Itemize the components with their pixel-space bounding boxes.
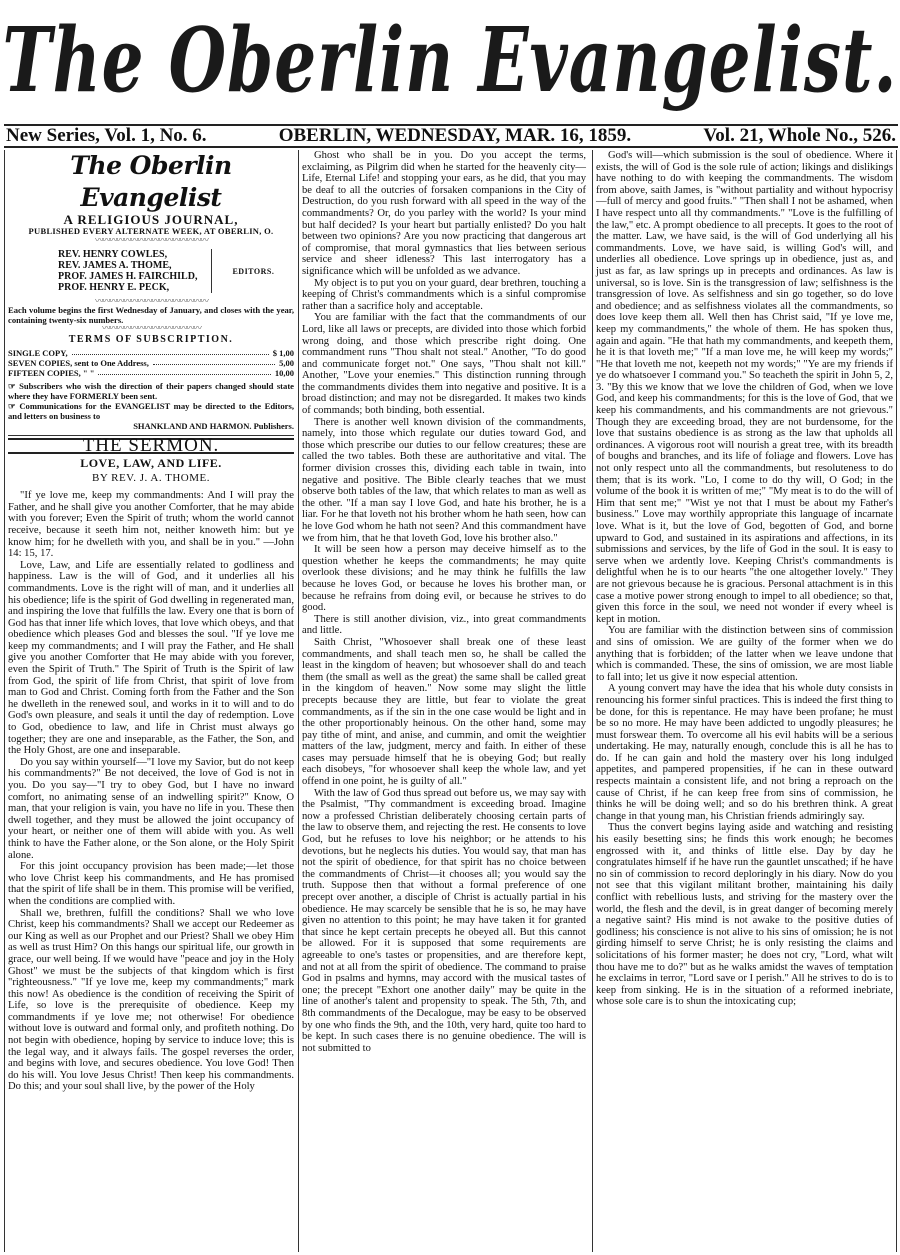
paragraph: Shall we, brethren, fulfill the conditions? Shall we who love Christ, keep his commandments? Shall we accept our Redeemer as our King as well as our Prophet and our Priest? Shall we obey Him as well as trust Him? On this hangs our spiritual life, our growth in grace, our well being. If we would have "peace and joy in the Holy Ghost" we must be the subjects of that kingdom which is first "righteousness." "If ye love me, keep my commandments;" mark this now! As obedience is the condition of receiving the Spirit of Life, so love is the prerequisite of obedience. Keep my commandments if ye love me; not otherwise! For obedience without love is outward and formal only, and profiteth nothing. Do not begin with obedience, hoping by service to induce love; this is the legal way, and it always fails. The gospel reverses the order, and begins with love, and secures obedience. You love God! Then do his will. You love Jesus Christ! Then keep his commandments. Do this; and your soul shall live, by the power of the Holy bbox=[8, 907, 294, 1093]
paragraph: Ghost who shall be in you. Do you accept the terms, exclaiming, as Pilgrim did when he started for the heavenly city—Life, Eternal Life! and stopping your ears, as he did, that you may be deaf to all the outcries of forsaken companions in the City of Destruction, do you rush forward with all speed in the way of the commandments? Or, do you parley with the world? Is your mind but half decided? Is your heart but partially enlisted? Do you halt between two opinions? Are you now practicing that dangerous art of compromise, that moral gymnastics that lies between serious service and sheer idleness? This last interrogatory has a significance which will be unfolded as we advance. bbox=[302, 150, 586, 277]
paragraph: Thus the convert begins laying aside and watching and resisting his easily besetting sins; he finds this work enough; he becomes engrossed with it, and thinks of little else. Day by day he congratulates himself if he have run the gauntlet unscathed; if he have no sin of commission to record deploringly in his diary. Now do you not see that this vigilant militant brother, maintaining his daily conflict with rebellious lusts, and striving for the mastery over the world, the flesh and the devil, is in great danger of becoming merely a negative saint? His mind is not awake to the positive duties of godliness; his conscience is not alive to his sins of omission; he is not girding himself to serve Christ; he is only resisting the claims and solicitations of his former master; he does not cry, "Lord, what wilt thou have me to do?" but as he walks amidst the waves of temptation he exclaims in terror, "Lord save or I perish." All he strives to do is to keep from sinking. He is in the situation of a reformed inebriate, whose sole care is to shun the intoxicating cup; bbox=[596, 822, 893, 1008]
subscriber-note: ☞ Subscribers who wish the direction of their papers changed should state where they have FORMERLY been sent. bbox=[8, 380, 294, 401]
paragraph: My object is to put you on your guard, dear brethren, touching a keeping of Christ's commandments which is a sinful compromise rather than a sacrifice holy and acceptable. bbox=[302, 277, 586, 312]
paragraph: A young convert may have the idea that his whole duty consists in renouncing his former sinful practices. This is indeed the first thing to be done, for this is repentance. He may have been profane; he must be so no more. He may have been addicted to ungodly pleasures; he must forswear them. To overcome all his evil habits will be a serious undertaking. He may, naturally enough, conclude this is all he has to do. If he can gain and hold the mastery over his long indulged appetites, and pampered propensities, if he can in these outward respects maintain a consistent life, and not bring a reproach on the cause of Christ, if he can keep free from sins of commission, he thinks he will be doing well; and so do his brethren think. A great change in that young man, his Christian friends admiringly say. bbox=[596, 683, 893, 822]
masthead bbox=[0, 0, 900, 120]
terms-title: TERMS OF SUBSCRIPTION. bbox=[68, 334, 234, 346]
column-2 bbox=[298, 150, 589, 1252]
article-title: LOVE, LAW, AND LIFE. bbox=[80, 455, 222, 470]
article-body bbox=[302, 150, 586, 1054]
paragraph: There is still another division, viz., into great commandments and little. bbox=[302, 613, 586, 637]
editors-block bbox=[58, 249, 294, 293]
box-title: The Oberlin Evangelist bbox=[70, 151, 232, 212]
paragraph: You are familiar with the distinction between sins of commission and sins of omission. We are guilty of the former when we do anything that is forbidden; of the latter when we leave undone that which is commanded. These, the sins of omission, we are most liable to fall into; let us give it now especial attention. bbox=[596, 625, 893, 683]
communications-note: ☞ Communications for the EVANGELIST may be directed to the Editors, and letters on business to bbox=[8, 400, 294, 421]
editor-name: REV. JAMES A. THOME, bbox=[58, 260, 172, 272]
terms-label: SEVEN COPIES, sent to One Address, bbox=[8, 357, 149, 368]
article-byline: BY REV. J. A. THOME. bbox=[92, 471, 210, 484]
paragraph: Saith Christ, "Whosoever shall break one of these least commandments, and shall teach men so, he shall be called the least in the kingdom of heaven; but whosoever shall do and teach them (the small as well as the great) the same shall be called great in the kingdom of heaven." Now some may slight the little precepts because they are little, but fear to violate the great commandments, as if the sin in the one case would be light and in the other proportionably heinous. On the other hand, some may pay tithe of mint, and anise, and cummin, and omit the weightier matters of the law, judgment, mercy and faith. In either of these cases may persuade himself that he is obeying God; but really each disobeys, "for whosoever shall keep the whole law, and yet offend in one point, he is guilty of all." bbox=[302, 636, 586, 788]
volume-number: Vol. 21, Whole No., 526. bbox=[703, 125, 896, 146]
terms-label: FIFTEEN COPIES, " " bbox=[8, 367, 95, 378]
terms-price: 10,00 bbox=[274, 367, 294, 378]
editor-name: PROF. JAMES H. FAIRCHILD, bbox=[58, 271, 198, 283]
editor-name: PROF. HENRY E. PECK, bbox=[58, 282, 170, 294]
paragraph: There is another well known division of the commandments, namely, into those which regulate our duties toward God, and those which prescribe our duties to our fellow creatures; these are called the two tables. Both these are authoritative and vital. The former division crosses this, dividing each table in twain, into negative and positive. The Bible clearly teaches that we must observe both tables of the law, that which relates to man as well as the other. "If a man say I love God, and hate his brother, he is a liar. For he that loveth not his brother whom he hath seen, how can he love God whom he hath not seen? And this commandment have we from him, that he that loveth God, love his brother also." bbox=[302, 416, 586, 544]
paragraph: Love, Law, and Life are essentially related to godliness and happiness. Law is the will of God, and it underlies all his commandments. Love is the right will of man, and it underlies all his obedience; life is the spirit of God dwelling in regenerated man, and inspiring the love that fulfills the law. Every one that is born of God has that inner life which loves, that love which obeys, and that obedience which pleases God and blesses the soul. "If ye love me keep my commandments; and I will pray the Father, and He shall give you another Comforter that He may abide with you forever, even the Spirit of Truth." The Spirit of Truth is the Spirit of law from God, the spirit of life from Christ, that spirit of love from man to God and Christ. Coming forth from the Father and the Son he dwelleth in the renewed soul, and works in it to will and to do God's own pleasure, and seals it until the day of redemption. Love to God, obedience to law, and life in Christ must always go together; they are one and inseparable, as the Father, the Son, and the Holy Ghost, are one and inseparable. bbox=[8, 559, 294, 757]
publication-box bbox=[8, 150, 294, 436]
terms-price: 5,00 bbox=[279, 357, 294, 368]
column-3 bbox=[592, 150, 897, 1252]
article-body bbox=[8, 490, 294, 1093]
paragraph: It will be seen how a person may deceive himself as to the question whether he keeps the commandments; he may quite overlook these divisions; and he may think he fulfills the law because he loves God, or because he loves his brother man, or because he refrains from doing evil, or because he strives to do good. bbox=[302, 544, 586, 614]
terms-row bbox=[8, 348, 294, 358]
place-date: OBERLIN, WEDNESDAY, MAR. 16, 1859. bbox=[278, 125, 632, 146]
terms-label: SINGLE COPY, bbox=[8, 347, 68, 358]
paragraph: "If ye love me, keep my commandments: And I will pray the Father, and he shall give you another Comforter, that he may abide with you forever; Even the Spirit of truth; whom the world cannot receive, because it seeth him not, neither knoweth him: but ye know him; for he dwelleth with you, and shall be in you." —John 14: 15, 17. bbox=[8, 490, 294, 560]
editor-name: REV. HENRY COWLES, bbox=[58, 249, 168, 261]
paragraph: Do you say within yourself—"I love my Savior, but do not keep his commandments?" Be not deceived, the love of God is not in you. Do you say—"I try to obey God, but I have no inward comfort, no animating sense of an indwelling spirit?" Know, O man, that your religion is vain, you have no life in you. These then dwell together, and they must be allowed the joint occupancy of your heart, or neither one of them will abide with you. As well think to have the Father alone, or the Son alone, or the Holy Spirit alone. bbox=[8, 756, 294, 861]
masthead-title: The Oberlin Evangelist. bbox=[2, 7, 898, 113]
editors-label: EDITORS. bbox=[232, 266, 275, 276]
paragraph: For this joint occupancy provision has been made;—let those who love Christ keep his commandments, and He has promised that the spirit of life shall be in them. This promise will be verified, when the conditions are complied with. bbox=[8, 861, 294, 907]
issue-info-line bbox=[4, 124, 898, 148]
terms-row bbox=[8, 368, 294, 378]
box-subtitle: A RELIGIOUS JOURNAL, bbox=[63, 212, 239, 227]
wavy-rule: 〰〰〰〰〰〰〰〰〰〰〰〰〰〰〰〰 bbox=[94, 296, 207, 307]
publishers: SHANKLAND AND HARMON. Publishers. bbox=[133, 420, 294, 431]
column-1 bbox=[4, 150, 294, 1252]
volume-note: Each volume begins the first Wednesday of January, and closes with the year, containing twenty-six numbers. bbox=[8, 305, 294, 326]
paragraph: You are familiar with the fact that the commandments of our Lord, like all laws or precepts, are divided into those which forbid wrong doing, and those which prescribe right doing. One commandment runs "Thou shalt not steal." Another, "To do good and communicate forget not." One says, "Thou shalt not kill." Another, "Love your enemies." This distinction running through the commandments divides them into negative and positive. It is a broad distinction; and may not be disregarded. It makes two kinds of commands; both binding, both essential. bbox=[302, 312, 586, 417]
wavy-rule: 〰〰〰〰〰〰〰〰〰〰〰〰〰〰〰〰 bbox=[94, 235, 207, 246]
wavy-rule: 〰〰〰〰〰〰〰〰〰〰〰〰〰〰 bbox=[101, 323, 200, 334]
paragraph: With the law of God thus spread out before us, we may say with the Psalmist, "Thy commandment is exceeding broad. Imagine now a professed Christian deliberately choosing certain parts of the law to observe them, and rejecting the rest. He consents to love God, but he refuses to love his neighbor; or he attends to his devotions, but he neglects his duties. You would say, that man has not the spirit of obedience, for that spirit has no choice between the commandments of Christ—it chooses all; you would say the truth. Suppose then that without a formal preference of one precept over another, a disciple of Christ is actually partial in his obedience. He may scarcely be sensible that he is so, he may have given no attention to this point; he may have taken it for granted that since he kept certain precepts he obeyed all. But this cannot be allowed. For it is supposed that some requirements are agreeable to one's tastes or propensities, and are therefore kept, and not at all from the spirit of obedience. The command to praise God in psalms and hymns, may accord with the musical tastes of one; the precept "Exhort one another daily" may be quite in the line of another's talent and propensity to speak. The 5th, 7th, and 8th commandments of the Decalogue, may be easy to be observed by one who finds the 9th, and the 10th, very hard, quite too hard to be kept. In such cases there is no genuine obedience. The will is not submitted to bbox=[302, 787, 587, 1054]
terms-price: $ 1,00 bbox=[272, 347, 294, 358]
terms-row bbox=[8, 358, 294, 368]
series-number: New Series, Vol. 1, No. 6. bbox=[6, 125, 207, 146]
section-header: THE SERMON. bbox=[8, 438, 294, 454]
paragraph: God's will—which submission is the soul of obedience. Where it exists, the will of God is the sole rule of action; likings and dislikings have nothing to do with keeping the commandments. The wisdom from above, saith James, is "without partiality and without hypocrisy—full of mercy and good fruits." "Then shall I not be ashamed, when I have respect unto all thy commandments." "Love is the fulfilling of the law," etc. A prompt obedience to all precepts. It goes to the root of the matter. Law, we have said, is the will of God underlying all his commandments. Love, we have said, is willing God's will, and underlies all obedience. Love springs up in obedience, just as, and just as far, as law springs up in precepts and ordinances. As law is universal, so is love. Sin is the transgression of law; selfishness is the transgression of love. As selfishness and sin go together, so do love and obedience; and as selfishness violates all the commandments, so does love keep them all. Well then has Christ said, "If ye love me, keep my commandments," the whole of them. He has spoken thus, again and again. "He that hath my commandments, and keepeth them, he it is that loveth me;" "If a man love me, he will keep my words;" "He that loveth me not, keepeth not my words;" "Ye are my friends if ye do whatsoever I command you." So teacheth the spirit in John 5, 2, 3. "By this we know that we love the children of God, when we love God, and keep his commandments; for this is the love of God, that we keep his commandments, and his commandments are not grievous." Though they are exceeding broad, they are not burdensome, for the love that sustains obedience is as strong as the law that upholds all ordinances. A vigorous root will nourish a great tree, with its breadth of boughs and branches, and its life of foliage and flowers. Love has not only respect unto all the commandments, but resoluteness to do them; that is its work. "Lo, I come to do thy will, O God; in the volume of the book it is written of me;" "My meat is to do the will of Him that sent me;" "Wist ye not that I must be about my Father's business." Love may worthily appropriate this language of incarnate love. What is it, but the love of God, begotten of God, and borne upward to God, and sustained in its aspirations and affections, in its submissions and services, by the life of God in the soul. It is easy to serve when we ardently love. Keeping Christ's commandments is delightful when he is to our hearts "the one altogether lovely." They are not grievous because he is gracious. Personal attachment is in this case a motive power strong enough to impel to all obedience; so that, given this force in the soul, we need not wonder if every wheel is kept in motion. bbox=[596, 150, 893, 625]
publication-frequency: PUBLISHED EVERY ALTERNATE WEEK, AT OBERLIN, O. bbox=[28, 225, 274, 236]
article-body bbox=[596, 150, 893, 1008]
